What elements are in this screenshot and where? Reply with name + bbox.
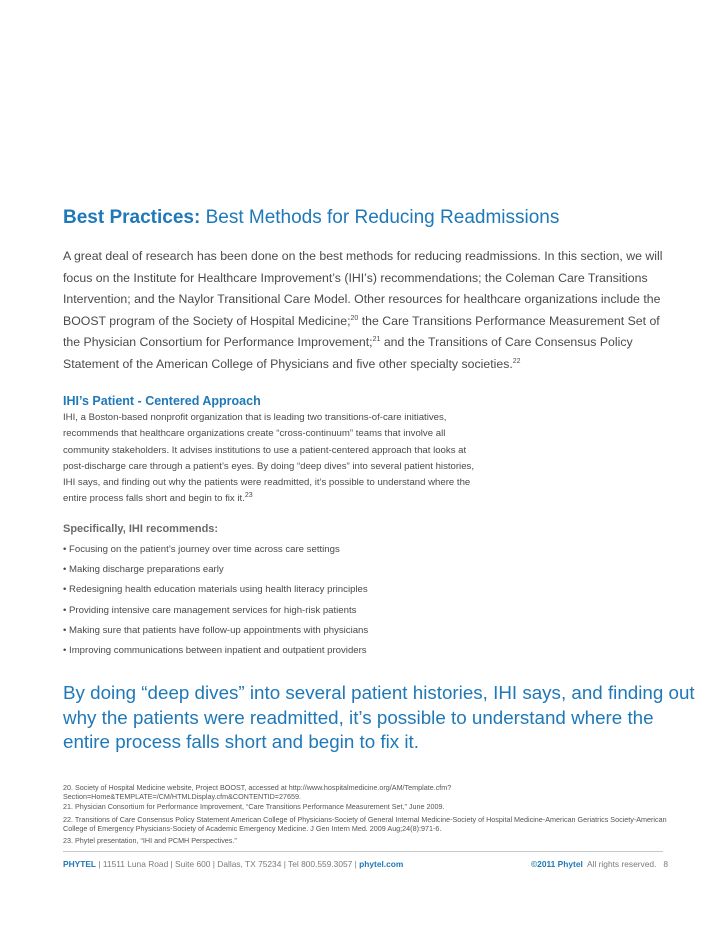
- intro-text-3: and the Transitions of Care Consensus Policy Statement of the American College of Physicians and five other specialty societies.: [63, 335, 633, 371]
- footer-address: | 11511 Luna Road | Suite 600 | Dallas, TX 75234 | Tel 800.559.3057 |: [96, 859, 360, 869]
- footnote-21: 21. Physician Consortium for Performance Improvement, “Care Transitions Performance Measurement Set,” June 2009.: [63, 802, 445, 811]
- intro-text-1: A great deal of research has been done on the best methods for reducing readmissions. In this section, we will focus on the Institute for Healthcare Improvement’s (IHI’s) recommendations; the Coleman Care Transitions Intervention; and the Naylor Transitional Care Model. Other resources for healthcare organizations include the BOOST program of the Society of Hospital Medicine;: [63, 249, 663, 328]
- intro-text-2: the Care Transitions Performance Measurement Set of the Physician Consortium for Performance Improvement;: [63, 313, 660, 350]
- pull-quote: By doing “deep dives” into several patient histories, IHI says, and finding out why the patients were readmitted, it’s possible to understand where the entire process falls short and begin to fix it.: [63, 682, 695, 752]
- footer-divider: [63, 851, 663, 852]
- footnote-ref-21: 21: [372, 336, 381, 344]
- footer-rights-page: All rights reserved. 8: [582, 859, 668, 869]
- page-title: [63, 206, 683, 230]
- footnote-20: 20. Society of Hospital Medicine website, Project BOOST, accessed at http://www.hospitalmedicine.org/AM/Template.cfm?Section=Home&TEMPLATE=/CM/HTMLDisplay.cfm&CONTENTID=27659.: [63, 783, 452, 802]
- list-item: • Making sure that patients have follow-up appointments with physicians: [63, 624, 369, 636]
- list-item: • Making discharge preparations early: [63, 564, 224, 576]
- footnote-22: 22. Transitions of Care Consensus Policy Statement American College of Physicians-Society of General Internal Medicine-Society of Hospital Medicine-American Geriatrics Society-American College of Emergency Physicians-Society of Academic Emergency Medicine. J Gen Intern Med. 2009 Aug;24(8):971-6.: [63, 815, 667, 834]
- footnote-ref-20: 20: [350, 314, 359, 322]
- footer-copyright: ©2011 Phytel: [531, 859, 583, 869]
- title-rest: Best Methods for Reducing Readmissions: [200, 207, 560, 228]
- section-body: [63, 410, 483, 508]
- list-item: • Redesigning health education materials using health literacy principles: [63, 584, 368, 596]
- section-heading: IHI’s Patient - Centered Approach: [63, 394, 261, 408]
- recommends-heading: Specifically, IHI recommends:: [63, 523, 219, 535]
- footnote-ref-23: 23: [244, 492, 253, 500]
- list-item: • Improving communications between inpatient and outpatient providers: [63, 644, 367, 656]
- footnote-ref-22: 22: [512, 357, 521, 365]
- footer-website-link[interactable]: phytel.com: [359, 859, 404, 869]
- footnote-23: 23. Phytel presentation, “IHI and PCMH Perspectives.”: [63, 836, 237, 845]
- page-footer: [63, 858, 668, 872]
- list-item: • Providing intensive care management services for high-risk patients: [63, 604, 357, 616]
- recommendation-list: [63, 542, 368, 663]
- footer-right: [531, 858, 668, 870]
- intro-paragraph: [63, 246, 673, 376]
- list-item: • Focusing on the patient’s journey over time across care settings: [63, 544, 340, 555]
- title-bold: Best Practices:: [63, 207, 201, 228]
- footer-brand: PHYTEL: [63, 859, 97, 869]
- section-body-text: IHI, a Boston-based nonprofit organization that is leading two transitions-of-care initiatives, recommends that healthcare organizations create “cross-continuum” teams that involve all community stakeholders. It advises institutions to use a patient-centered approach that looks at post-discharge care through a patient’s eyes. By doing “deep dives” into several patient histories, IHI says, and finding out why the patients were readmitted, it’s possible to understand where the entire process falls short and begin to fix it.: [63, 412, 474, 505]
